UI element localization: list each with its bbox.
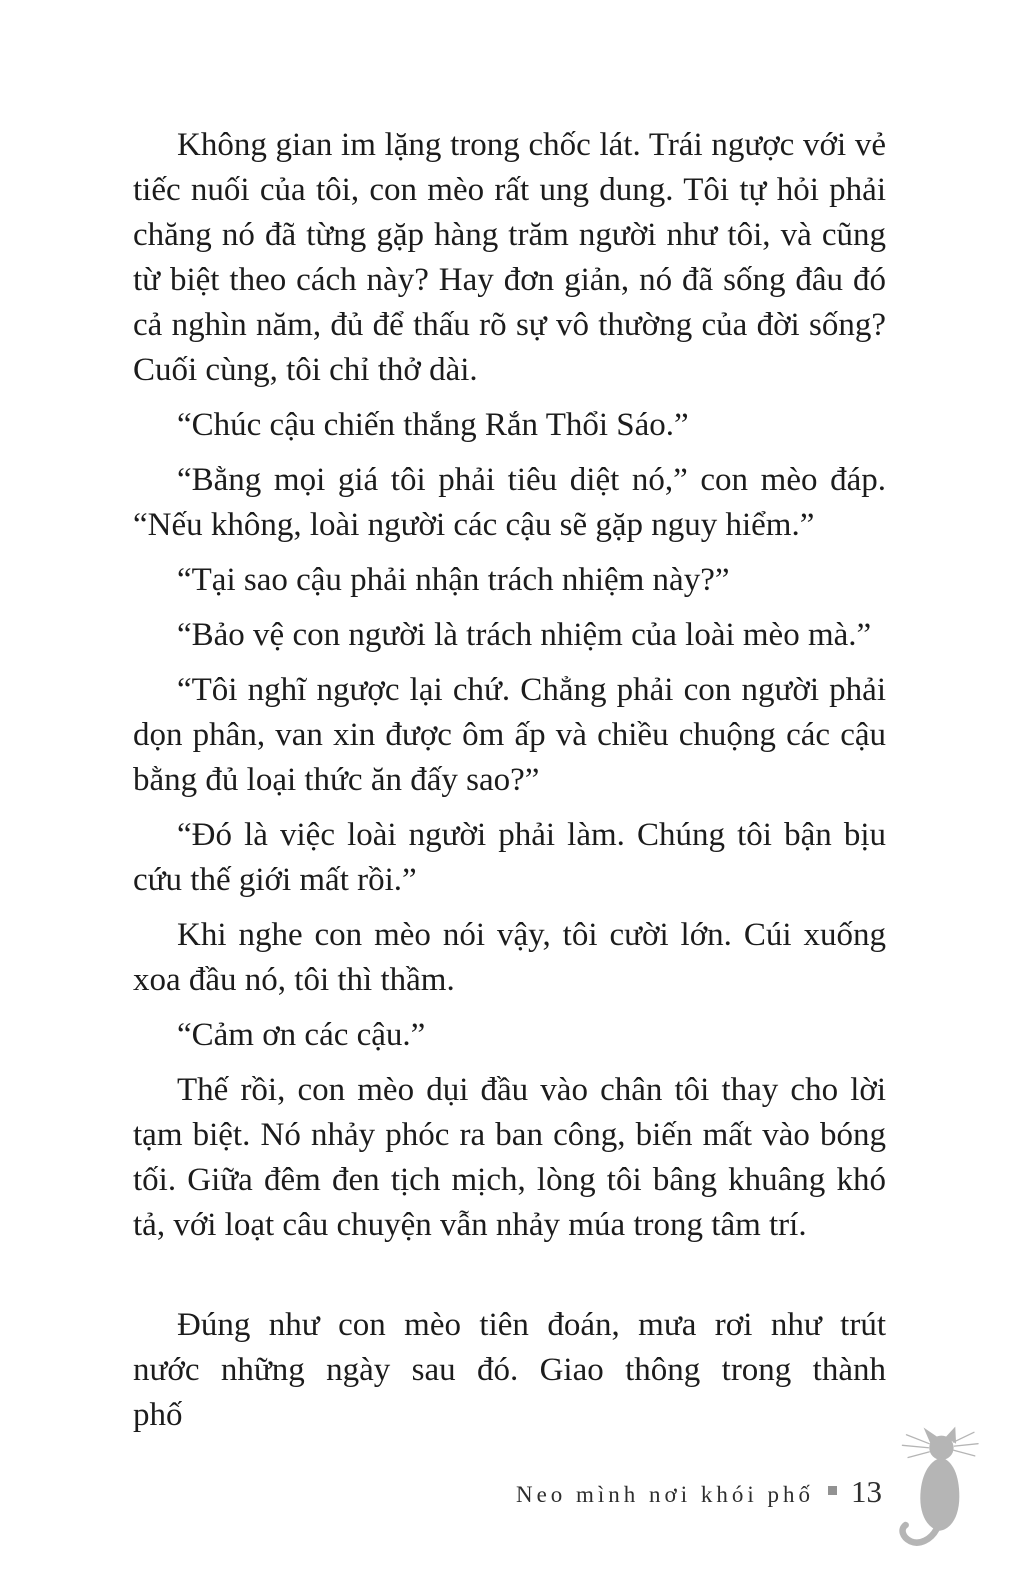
paragraph: “Đó là việc loài người phải làm. Chúng tôi bận bịu cứu thế giới mất rồi.” xyxy=(133,817,886,898)
paragraph: Thế rồi, con mèo dụi đầu vào chân tôi thay cho lời tạm biệt. Nó nhảy phóc ra ban công, biến mất vào bóng tối. Giữa đêm đen tịch mịch, lòng tôi bâng khuâng khó tả, với loạt câu chuyện vẫn nhảy múa trong tâm trí. xyxy=(133,1072,886,1243)
footer-textline xyxy=(516,1474,882,1510)
page-text xyxy=(133,123,886,1448)
page-footer xyxy=(516,1425,980,1547)
paragraph: Khi nghe con mèo nói vậy, tôi cười lớn. Cúi xuống xoa đầu nó, tôi thì thầm. xyxy=(133,917,886,998)
page-number: 13 xyxy=(851,1474,882,1509)
cat-silhouette-icon xyxy=(898,1425,980,1547)
square-bullet-icon xyxy=(828,1486,837,1495)
running-title: Neo mình nơi khói phố xyxy=(515,1482,814,1507)
paragraph: “Tại sao cậu phải nhận trách nhiệm này?” xyxy=(177,562,730,598)
paragraph: “Bằng mọi giá tôi phải tiêu diệt nó,” con mèo đáp. “Nếu không, loài người các cậu sẽ gặp nguy hiểm.” xyxy=(133,462,886,543)
paragraph: “Tôi nghĩ ngược lại chứ. Chẳng phải con người phải dọn phân, van xin được ôm ấp và chiều chuộng các cậu bằng đủ loại thức ăn đấy sao?” xyxy=(133,672,886,798)
paragraph: “Chúc cậu chiến thắng Rắn Thổi Sáo.” xyxy=(177,407,689,443)
paragraph: “Cảm ơn các cậu.” xyxy=(177,1017,426,1053)
paragraph: Đúng như con mèo tiên đoán, mưa rơi như trút nước những ngày sau đó. Giao thông trong thành phố xyxy=(133,1307,886,1433)
paragraph: Không gian im lặng trong chốc lát. Trái ngược với vẻ tiếc nuối của tôi, con mèo rất ung dung. Tôi tự hỏi phải chăng nó đã từng gặp hàng trăm người như tôi, và cũng từ biệt theo cách này? Hay đơn giản, nó đã sống đâu đó cả nghìn năm, đủ để thấu rõ sự vô thường của đời sống? Cuối cùng, tôi chỉ thở dài. xyxy=(133,127,886,388)
paragraph: “Bảo vệ con người là trách nhiệm của loài mèo mà.” xyxy=(177,617,872,653)
